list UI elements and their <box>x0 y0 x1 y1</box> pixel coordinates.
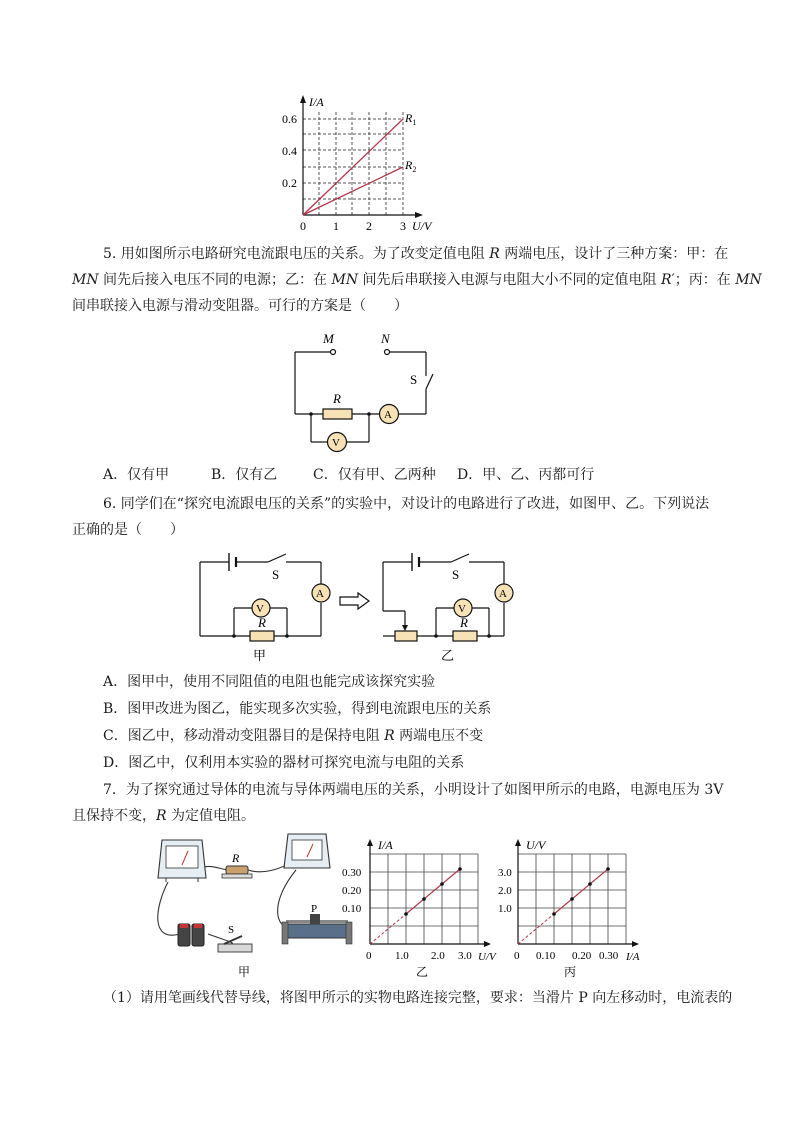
circuit-q6-jia <box>190 548 340 664</box>
q6-option-d[interactable]: D．图乙中，仅利用本实验的器材可探究电流与电阻的关系 <box>103 755 465 771</box>
y-tick-label: 3.0 <box>498 867 512 879</box>
label-n: N <box>381 331 390 346</box>
ammeter-label: A <box>499 588 507 600</box>
y-axis-label: I/A <box>378 838 393 852</box>
y-tick-label: 0.30 <box>342 867 362 879</box>
ui-graph-bing <box>496 838 658 980</box>
series-line <box>554 869 608 914</box>
series-bing <box>518 867 610 944</box>
label-r: R <box>460 615 468 630</box>
x-tick-label: 0.30 <box>599 950 619 962</box>
resistor-base <box>222 874 252 878</box>
y-tick-label: 1.0 <box>498 903 512 915</box>
q5-options <box>103 465 594 485</box>
caption-bing: 丙 <box>564 965 577 979</box>
x-tick-label: 0.10 <box>536 950 556 962</box>
q5-option-b[interactable]: B．仅有乙 <box>211 467 278 483</box>
label-r: R <box>232 851 240 865</box>
label-s: S <box>452 567 460 582</box>
y-axis-label: U/V <box>526 838 546 852</box>
y-tick-label: 0.4 <box>282 144 297 158</box>
x-tick-label: 0.20 <box>572 950 592 962</box>
junction-dot <box>309 412 313 416</box>
caption-yi: 乙 <box>441 648 455 663</box>
x-tick-label: 0 <box>300 219 306 232</box>
junction-dot <box>367 412 371 416</box>
switch-s <box>218 936 252 952</box>
data-point <box>552 912 556 916</box>
x-tick-label: 3 <box>400 219 406 232</box>
x-axis-label: I/A <box>626 951 640 963</box>
slider-arrow <box>402 625 408 631</box>
battery-pack <box>178 924 204 946</box>
q5-line-1: 5. 用如图所示电路研究电流跟电压的关系。为了改变定值电阻 R 两端电压，设计了三种方案：甲：在 <box>103 246 729 262</box>
y-axis-arrow <box>367 839 373 846</box>
q5-option-a[interactable]: A．仅有甲 <box>103 467 170 483</box>
y-tick-label: 0.10 <box>342 903 362 915</box>
caption-yi: 乙 <box>416 965 429 979</box>
data-point <box>422 897 426 901</box>
series-line <box>406 869 460 914</box>
q5-line-2: MN 间先后接入电压不同的电源；乙：在 MN 间先后串联接入电源与电阻大小不同的定值电阻 R′；丙：在 MN <box>72 272 762 288</box>
junction-dot <box>487 634 491 638</box>
data-point <box>570 897 574 901</box>
x-tick-label: 1 <box>333 219 339 232</box>
terminal-m <box>331 350 336 355</box>
y-axis-arrow <box>300 95 306 103</box>
graph-q4-grid <box>303 112 403 215</box>
apparatus-jia <box>150 832 355 980</box>
x-tick-label: 0 <box>366 950 372 962</box>
series-r1-label: $R_1$ <box>405 111 417 127</box>
q7-sub-1: （1）请用笔画线代替导线，将图甲所示的实物电路连接完整，要求：当滑片 P 向左移动时，电流表的 <box>103 990 733 1006</box>
q6-option-c[interactable]: C．图乙中，移动滑动变阻器目的是保持电阻 R 两端电压不变 <box>103 728 484 744</box>
series-r2-line <box>303 167 403 215</box>
data-point <box>404 912 408 916</box>
ammeter-label: A <box>384 409 392 421</box>
y-tick-label: 0.2 <box>282 176 297 190</box>
label-s: S <box>410 372 418 387</box>
x-axis-arrow <box>484 941 491 947</box>
rheostat <box>395 631 417 641</box>
voltmeter-label: V <box>332 437 340 449</box>
resistor-r <box>226 866 248 874</box>
resistor-r <box>250 631 274 641</box>
q6-line-2: 正确的是（ ） <box>72 522 184 538</box>
resistor-r <box>453 631 477 641</box>
x-tick-label: 2 <box>366 219 372 232</box>
q6-option-a[interactable]: A．图甲中，使用不同阻值的电阻也能完成该探究实验 <box>103 674 436 690</box>
x-axis-arrow <box>632 941 639 947</box>
label-s: S <box>272 567 280 582</box>
circuit-q6-yi <box>373 548 523 664</box>
label-s: S <box>228 924 235 936</box>
y-axis-arrow <box>515 839 521 846</box>
terminal-n <box>385 350 390 355</box>
caption-jia: 甲 <box>238 965 251 979</box>
data-point <box>440 882 444 886</box>
voltmeter-label: V <box>256 603 264 615</box>
junction-dot <box>232 634 236 638</box>
voltmeter-meter <box>284 834 330 868</box>
junction-dot <box>285 634 289 638</box>
circuit-q5 <box>285 326 445 458</box>
q7-line-2: 且保持不变，R 为定值电阻。 <box>72 808 255 824</box>
y-axis-label: I/A <box>309 95 324 109</box>
data-point <box>588 882 592 886</box>
q5-line-3: 间串联接入电源与滑动变阻器。可行的方案是（ ） <box>72 298 408 314</box>
iu-graph-yi <box>340 838 502 980</box>
x-axis-arrow <box>415 212 423 218</box>
data-point <box>606 867 610 871</box>
x-tick-label: 0 <box>514 950 520 962</box>
ammeter-label: A <box>316 588 324 600</box>
label-m: M <box>323 331 334 346</box>
junction-dot <box>434 634 438 638</box>
series-r2-label: $R_2$ <box>405 158 417 174</box>
caption-jia: 甲 <box>253 648 267 663</box>
label-r: R <box>333 391 341 406</box>
q5-option-c[interactable]: C．仅有甲、乙两种 <box>313 467 436 483</box>
label-r: R <box>258 615 266 630</box>
voltmeter-label: V <box>458 603 466 615</box>
x-tick-label: 3.0 <box>458 950 472 962</box>
q6-option-b[interactable]: B．图甲改进为图乙，能实现多次实验，得到电流跟电压的关系 <box>103 701 492 717</box>
q6-line-1: 6. 同学们在“探究电流跟电压的关系”的实验中，对设计的电路进行了改进，如图甲、乙。下列说法 <box>103 496 710 512</box>
x-axis-label: U/V <box>478 951 496 963</box>
improve-arrow-icon <box>338 592 372 610</box>
x-axis-label: U/V <box>412 219 432 232</box>
iu-graph-q4 <box>280 92 450 232</box>
x-tick-label: 2.0 <box>431 950 445 962</box>
label-p: P <box>311 903 318 915</box>
x-tick-label: 1.0 <box>395 950 409 962</box>
ammeter-meter <box>158 840 206 882</box>
q7-line-1: 7．为了探究通过导体的电流与导体两端电压的关系，小明设计了如图甲所示的电路，电源电压为 3V <box>103 782 724 798</box>
y-tick-label: 0.20 <box>342 885 362 897</box>
y-tick-label: 2.0 <box>498 885 512 897</box>
data-point <box>458 867 462 871</box>
y-tick-label: 0.6 <box>282 112 297 126</box>
switch-s <box>426 374 433 389</box>
series-yi <box>370 867 462 944</box>
q5-option-d[interactable]: D．甲、乙、丙都可行 <box>457 467 595 483</box>
resistor-r <box>323 409 352 419</box>
